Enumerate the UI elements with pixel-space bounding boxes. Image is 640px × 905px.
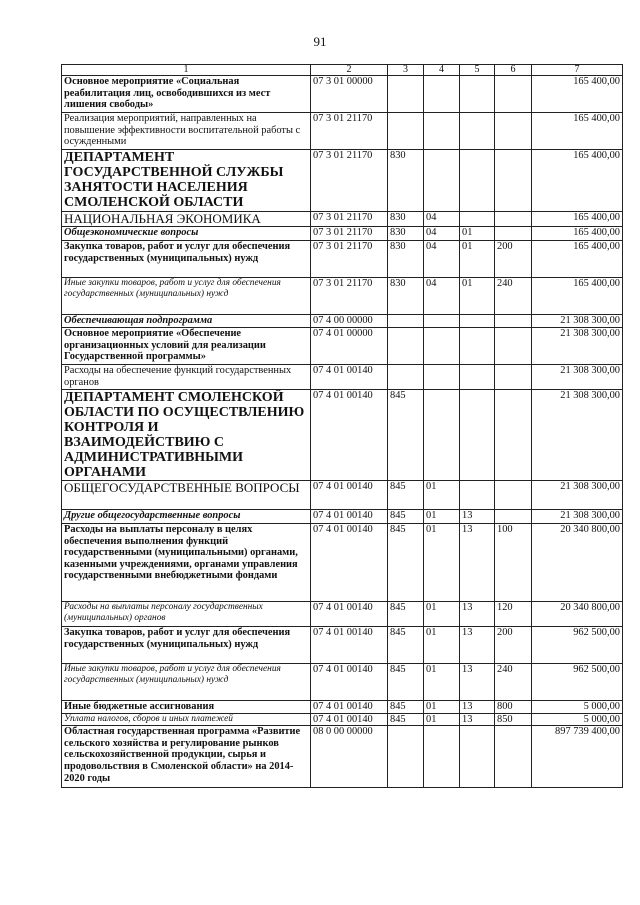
row-sum-cell: 962 500,00 — [532, 627, 623, 664]
row-csr-cell: 07 4 01 00140 — [311, 627, 388, 664]
row-sum-cell: 21 308 300,00 — [532, 481, 623, 510]
row-sum-cell: 20 340 800,00 — [532, 602, 623, 627]
row-rz-cell — [424, 113, 460, 150]
row-vid-cell — [495, 328, 532, 365]
table-row — [62, 113, 623, 150]
row-pr-cell: 13 — [460, 602, 495, 627]
table-row — [62, 212, 623, 227]
row-csr-cell: 07 3 01 21170 — [311, 113, 388, 150]
row-csr-cell: 07 3 01 21170 — [311, 150, 388, 212]
row-name-cell: Закупка товаров, работ и услуг для обеспечения государственных (муниципальных) нужд — [62, 627, 311, 664]
table-row — [62, 315, 623, 328]
row-pr-cell: 13 — [460, 510, 495, 524]
table-row — [62, 150, 623, 212]
row-vr-cell: 830 — [388, 150, 424, 212]
row-csr-cell: 07 4 01 00140 — [311, 713, 388, 726]
row-name-cell: Расходы на выплаты персоналу в целях обеспечения выполнения функций государственными (муниципальными) органами, казенными учреждениями, органами управления государственными внебюджетными фондами — [62, 524, 311, 602]
row-sum-cell: 165 400,00 — [532, 241, 623, 278]
row-pr-cell — [460, 315, 495, 328]
row-name-cell: Основное мероприятие «Социальная реабилитация лиц, освободившихся из мест лишения свободы» — [62, 76, 311, 113]
row-rz-cell: 04 — [424, 227, 460, 241]
row-vid-cell — [495, 76, 532, 113]
row-csr-cell: 07 4 01 00140 — [311, 481, 388, 510]
row-name-cell: ОБЩЕГОСУДАРСТВЕННЫЕ ВОПРОСЫ — [62, 481, 311, 510]
table-row — [62, 524, 623, 602]
row-vid-cell: 240 — [495, 664, 532, 701]
table-row — [62, 365, 623, 390]
row-vr-cell: 845 — [388, 602, 424, 627]
row-pr-cell — [460, 150, 495, 212]
table-row — [62, 241, 623, 278]
budget-table — [61, 64, 623, 788]
row-rz-cell: 04 — [424, 241, 460, 278]
row-vr-cell: 845 — [388, 701, 424, 714]
row-csr-cell: 07 4 01 00140 — [311, 510, 388, 524]
row-pr-cell: 13 — [460, 627, 495, 664]
row-name-cell: Расходы на обеспечение функций государственных органов — [62, 365, 311, 390]
row-pr-cell — [460, 328, 495, 365]
row-sum-cell: 897 739 400,00 — [532, 726, 623, 788]
row-csr-cell: 07 4 01 00140 — [311, 524, 388, 602]
row-pr-cell — [460, 212, 495, 227]
row-csr-cell: 07 4 01 00140 — [311, 701, 388, 714]
table-row — [62, 328, 623, 365]
row-pr-cell — [460, 390, 495, 481]
row-vid-cell — [495, 510, 532, 524]
row-rz-cell — [424, 150, 460, 212]
table-row — [62, 510, 623, 524]
row-rz-cell: 01 — [424, 701, 460, 714]
row-name-cell: Иные бюджетные ассигнования — [62, 701, 311, 714]
row-rz-cell: 01 — [424, 602, 460, 627]
table-row — [62, 278, 623, 315]
row-name-cell: Основное мероприятие «Обеспечение организационных условий для реализации Государственной программы» — [62, 328, 311, 365]
row-pr-cell: 01 — [460, 278, 495, 315]
row-vid-cell: 120 — [495, 602, 532, 627]
row-vr-cell: 845 — [388, 481, 424, 510]
row-pr-cell — [460, 113, 495, 150]
row-name-cell: Областная государственная программа «Развитие сельского хозяйства и регулирование рынков сельскохозяйственной продукции, сырья и продовольствия в Смоленской области» на 2014-2020 годы — [62, 726, 311, 788]
row-sum-cell: 165 400,00 — [532, 212, 623, 227]
row-vr-cell: 830 — [388, 241, 424, 278]
row-csr-cell: 08 0 00 00000 — [311, 726, 388, 788]
row-pr-cell: 01 — [460, 241, 495, 278]
table-row — [62, 76, 623, 113]
row-vr-cell: 830 — [388, 212, 424, 227]
row-sum-cell: 21 308 300,00 — [532, 328, 623, 365]
table-row — [62, 726, 623, 788]
row-name-cell: Другие общегосударственные вопросы — [62, 510, 311, 524]
row-name-cell: Обеспечивающая подпрограмма — [62, 315, 311, 328]
header-cell: 6 — [495, 65, 532, 76]
row-vid-cell — [495, 390, 532, 481]
table-row — [62, 390, 623, 481]
page-number: 91 — [313, 34, 327, 49]
row-csr-cell: 07 4 01 00140 — [311, 664, 388, 701]
row-name-cell: ДЕПАРТАМЕНТ СМОЛЕНСКОЙ ОБЛАСТИ ПО ОСУЩЕСТВЛЕНИЮ КОНТРОЛЯ И ВЗАИМОДЕЙСТВИЮ С АДМИНИСТРАТИВНЫМИ ОРГАНАМИ — [62, 390, 311, 481]
row-vid-cell: 100 — [495, 524, 532, 602]
row-csr-cell: 07 4 00 00000 — [311, 315, 388, 328]
header-cell: 1 — [62, 65, 311, 76]
row-sum-cell: 21 308 300,00 — [532, 390, 623, 481]
row-vid-cell: 200 — [495, 627, 532, 664]
row-csr-cell: 07 3 01 21170 — [311, 278, 388, 315]
row-rz-cell: 01 — [424, 510, 460, 524]
row-vid-cell — [495, 315, 532, 328]
row-vid-cell — [495, 212, 532, 227]
table-row — [62, 481, 623, 510]
row-name-cell: Общеэкономические вопросы — [62, 227, 311, 241]
row-name-cell: Иные закупки товаров, работ и услуг для обеспечения государственных (муниципальных) нужд — [62, 664, 311, 701]
row-rz-cell — [424, 390, 460, 481]
row-csr-cell: 07 4 01 00140 — [311, 365, 388, 390]
row-sum-cell: 165 400,00 — [532, 227, 623, 241]
row-vr-cell: 830 — [388, 227, 424, 241]
row-rz-cell: 04 — [424, 212, 460, 227]
row-pr-cell: 01 — [460, 227, 495, 241]
row-vr-cell — [388, 76, 424, 113]
table-header-row — [62, 65, 623, 76]
row-pr-cell: 13 — [460, 713, 495, 726]
header-cell: 5 — [460, 65, 495, 76]
row-name-cell: ДЕПАРТАМЕНТ ГОСУДАРСТВЕННОЙ СЛУЖБЫ ЗАНЯТОСТИ НАСЕЛЕНИЯ СМОЛЕНСКОЙ ОБЛАСТИ — [62, 150, 311, 212]
row-rz-cell — [424, 76, 460, 113]
row-pr-cell — [460, 481, 495, 510]
row-sum-cell: 962 500,00 — [532, 664, 623, 701]
header-cell: 2 — [311, 65, 388, 76]
row-vr-cell: 845 — [388, 627, 424, 664]
row-csr-cell: 07 3 01 21170 — [311, 227, 388, 241]
row-sum-cell: 165 400,00 — [532, 113, 623, 150]
row-vid-cell: 200 — [495, 241, 532, 278]
row-rz-cell: 01 — [424, 664, 460, 701]
row-csr-cell: 07 3 01 00000 — [311, 76, 388, 113]
row-vr-cell — [388, 365, 424, 390]
row-sum-cell: 21 308 300,00 — [532, 315, 623, 328]
row-vr-cell — [388, 113, 424, 150]
row-name-cell: Уплата налогов, сборов и иных платежей — [62, 713, 311, 726]
table-row — [62, 664, 623, 701]
table-row — [62, 627, 623, 664]
row-rz-cell: 01 — [424, 481, 460, 510]
row-pr-cell: 13 — [460, 701, 495, 714]
row-csr-cell: 07 3 01 21170 — [311, 212, 388, 227]
row-name-cell: Иные закупки товаров, работ и услуг для обеспечения государственных (муниципальных) нужд — [62, 278, 311, 315]
row-vr-cell: 830 — [388, 278, 424, 315]
row-pr-cell — [460, 365, 495, 390]
row-vid-cell — [495, 726, 532, 788]
row-csr-cell: 07 3 01 21170 — [311, 241, 388, 278]
row-vid-cell — [495, 481, 532, 510]
row-vid-cell — [495, 150, 532, 212]
row-vid-cell — [495, 365, 532, 390]
header-cell: 7 — [532, 65, 623, 76]
row-sum-cell: 20 340 800,00 — [532, 524, 623, 602]
row-vid-cell: 800 — [495, 701, 532, 714]
row-rz-cell — [424, 726, 460, 788]
row-csr-cell: 07 4 01 00000 — [311, 328, 388, 365]
row-vid-cell — [495, 227, 532, 241]
row-rz-cell: 01 — [424, 524, 460, 602]
table-row — [62, 602, 623, 627]
row-name-cell: Расходы на выплаты персоналу государственных (муниципальных) органов — [62, 602, 311, 627]
row-rz-cell — [424, 315, 460, 328]
row-sum-cell: 165 400,00 — [532, 278, 623, 315]
row-csr-cell: 07 4 01 00140 — [311, 390, 388, 481]
row-csr-cell: 07 4 01 00140 — [311, 602, 388, 627]
row-rz-cell: 04 — [424, 278, 460, 315]
row-pr-cell: 13 — [460, 664, 495, 701]
row-sum-cell: 21 308 300,00 — [532, 365, 623, 390]
row-sum-cell: 165 400,00 — [532, 76, 623, 113]
row-name-cell: Реализация мероприятий, направленных на повышение эффективности воспитательной работы с осужденными — [62, 113, 311, 150]
table-row — [62, 701, 623, 714]
row-vid-cell: 240 — [495, 278, 532, 315]
row-sum-cell: 21 308 300,00 — [532, 510, 623, 524]
row-rz-cell — [424, 328, 460, 365]
row-pr-cell — [460, 76, 495, 113]
row-sum-cell: 165 400,00 — [532, 150, 623, 212]
row-pr-cell — [460, 726, 495, 788]
row-vr-cell: 845 — [388, 390, 424, 481]
row-sum-cell: 5 000,00 — [532, 713, 623, 726]
header-cell: 3 — [388, 65, 424, 76]
row-vr-cell: 845 — [388, 510, 424, 524]
row-vid-cell: 850 — [495, 713, 532, 726]
row-sum-cell: 5 000,00 — [532, 701, 623, 714]
row-rz-cell: 01 — [424, 713, 460, 726]
row-vr-cell — [388, 315, 424, 328]
header-cell: 4 — [424, 65, 460, 76]
row-rz-cell — [424, 365, 460, 390]
table-row — [62, 713, 623, 726]
row-rz-cell: 01 — [424, 627, 460, 664]
row-vr-cell — [388, 328, 424, 365]
row-vid-cell — [495, 113, 532, 150]
row-name-cell: Закупка товаров, работ и услуг для обеспечения государственных (муниципальных) нужд — [62, 241, 311, 278]
row-vr-cell: 845 — [388, 713, 424, 726]
row-pr-cell: 13 — [460, 524, 495, 602]
row-vr-cell: 845 — [388, 664, 424, 701]
row-name-cell: НАЦИОНАЛЬНАЯ ЭКОНОМИКА — [62, 212, 311, 227]
row-vr-cell — [388, 726, 424, 788]
table-row — [62, 227, 623, 241]
row-vr-cell: 845 — [388, 524, 424, 602]
